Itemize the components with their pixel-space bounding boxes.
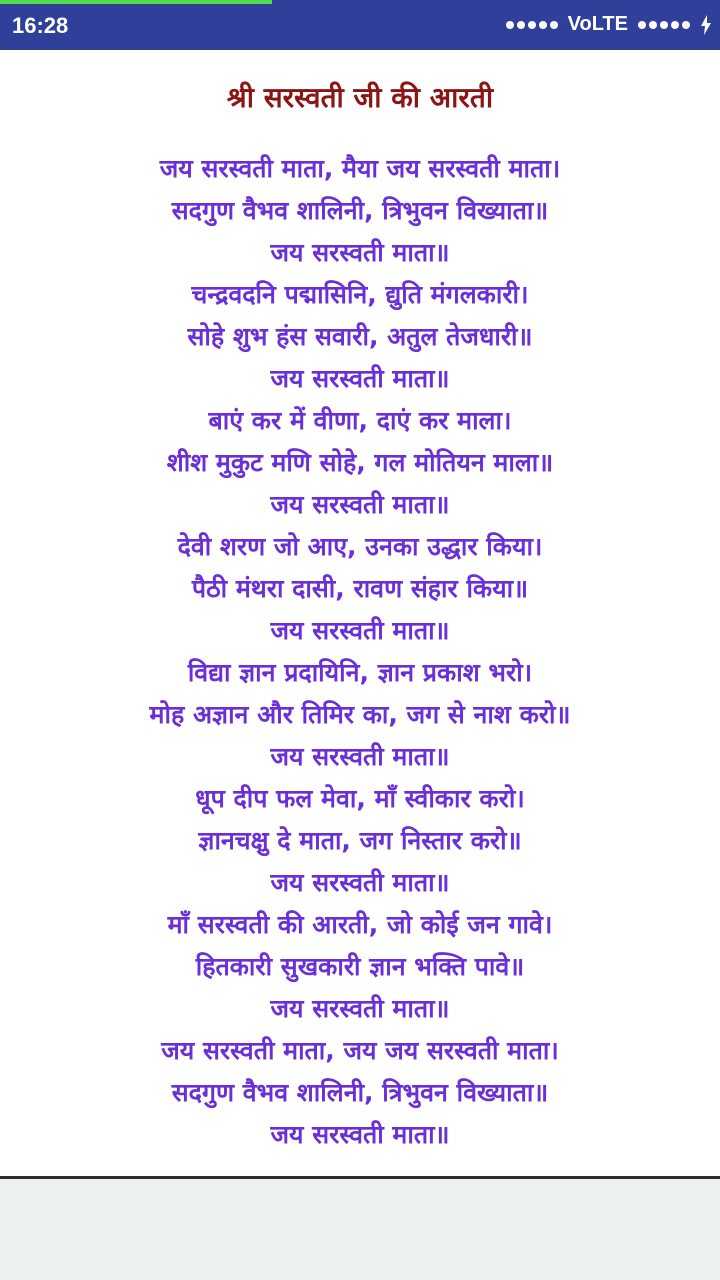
verse-line: जय सरस्वती माता॥ [270, 238, 450, 267]
status-bar [0, 0, 720, 50]
verse-line: जय सरस्वती माता॥ [270, 490, 450, 519]
verse-line: धूप दीप फल मेवा, माँ स्वीकार करो। [195, 784, 525, 813]
signal-dots-icon [506, 21, 558, 29]
verse-line: शीश मुकुट मणि सोहे, गल मोतियन माला॥ [166, 448, 554, 477]
status-indicators [506, 13, 712, 36]
verse-line: विद्या ज्ञान प्रदायिनि, ज्ञान प्रकाश भरो। [187, 658, 533, 687]
charging-bolt-icon [700, 15, 712, 35]
verse-line: जय सरस्वती माता, जय जय सरस्वती माता। [161, 1036, 559, 1065]
verse-line: हितकारी सुखकारी ज्ञान भक्ति पावे॥ [195, 952, 525, 981]
verse-line: ज्ञानचक्षु दे माता, जग निस्तार करो॥ [198, 826, 522, 855]
verse-line: जय सरस्वती माता॥ [270, 994, 450, 1023]
verse-line: जय सरस्वती माता॥ [270, 1120, 450, 1149]
verse-line: जय सरस्वती माता॥ [270, 364, 450, 393]
verse-line: मोह अज्ञान और तिमिर का, जग से नाश करो॥ [149, 700, 571, 729]
verse-line: चन्द्रवदनि पद्मासिनि, द्युति मंगलकारी। [191, 280, 529, 309]
aarti-verses [0, 148, 720, 1156]
signal-dots-icon [638, 21, 690, 29]
verse-line: जय सरस्वती माता, मैया जय सरस्वती माता। [159, 154, 561, 183]
verse-line: बाएं कर में वीणा, दाएं कर माला। [208, 406, 512, 435]
verse-line: जय सरस्वती माता॥ [270, 616, 450, 645]
verse-line: जय सरस्वती माता॥ [270, 868, 450, 897]
verse-line: जय सरस्वती माता॥ [270, 742, 450, 771]
verse-line: पैठी मंथरा दासी, रावण संहार किया॥ [191, 574, 529, 603]
verse-line: सदगुण वैभव शालिनी, त्रिभुवन विख्याता॥ [171, 196, 549, 225]
verse-line: सदगुण वैभव शालिनी, त्रिभुवन विख्याता॥ [171, 1078, 549, 1107]
aarti-title: श्री सरस्वती जी की आरती [226, 81, 494, 114]
bottom-area [0, 1179, 720, 1280]
status-time: 16:28 [12, 13, 69, 38]
status-progress-indicator [0, 0, 272, 4]
verse-line: सोहे शुभ हंस सवारी, अतुल तेजधारी॥ [187, 322, 533, 351]
verse-line: माँ सरस्वती की आरती, जो कोई जन गावे। [167, 910, 553, 939]
aarti-content [0, 50, 720, 1176]
network-type-label: VoLTE [567, 13, 628, 35]
verse-line: देवी शरण जो आए, उनका उद्धार किया। [177, 532, 543, 561]
